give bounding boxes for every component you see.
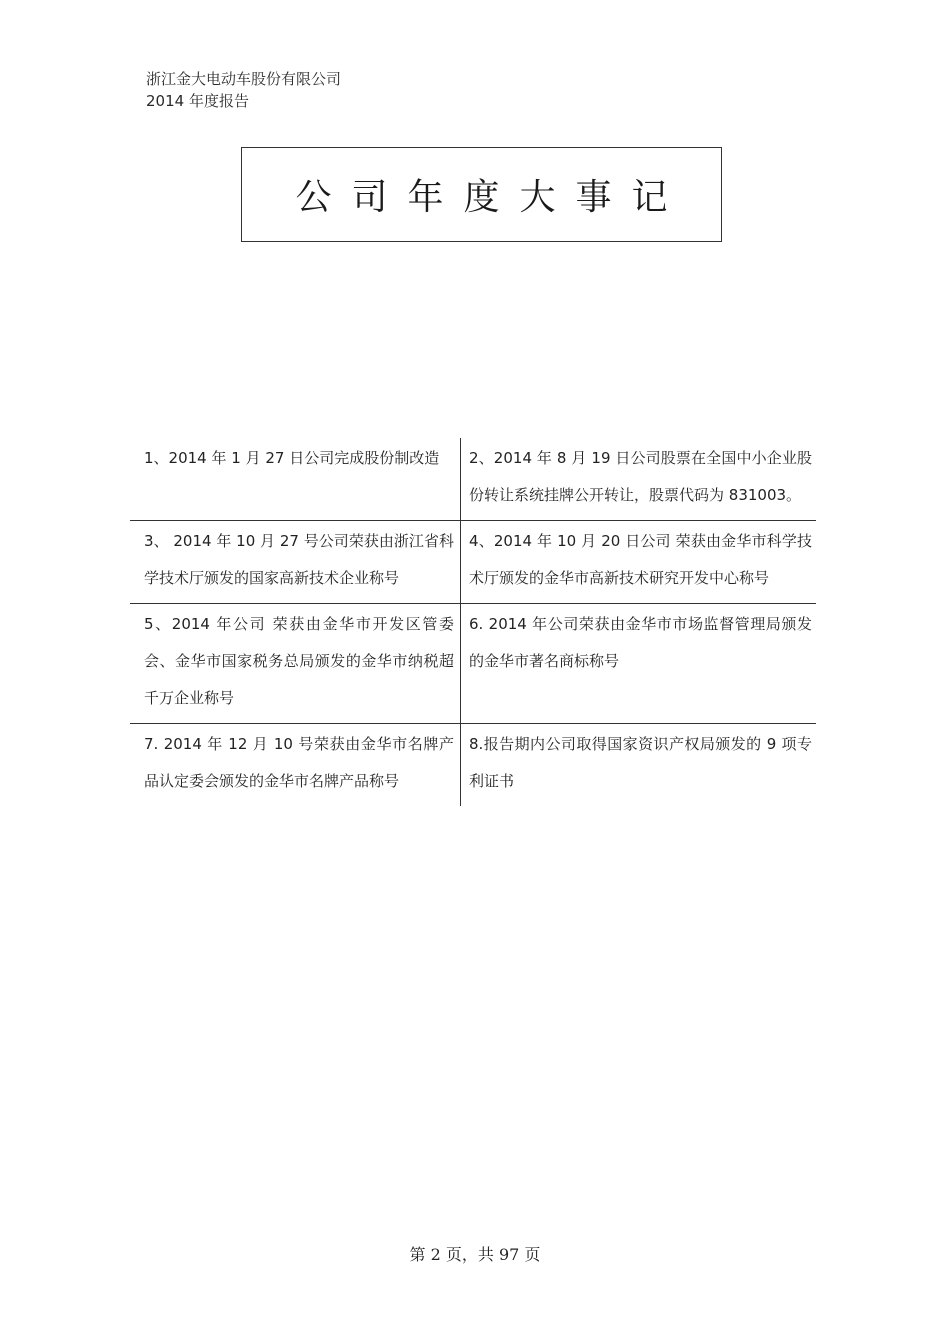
event-6: 6. 2014 年公司荣获由金华市市场监督管理局颁发的金华市著名商标称号 — [469, 615, 812, 670]
report-name: 2014 年度报告 — [146, 92, 249, 110]
event-1: 1、2014 年 1 月 27 日公司完成股份制改造 — [130, 438, 461, 520]
events-row — [130, 438, 816, 521]
page-header — [146, 68, 341, 112]
company-name: 浙江金大电动车股份有限公司 — [146, 70, 342, 88]
events-row — [130, 521, 816, 604]
event-7: 7. 2014 年 12 月 10 号荣获由金华市名牌产品认定委会颁发的金华市名牌产品称号 — [130, 724, 461, 806]
events-row — [130, 604, 816, 724]
page-title: 公司年度大事记 — [295, 177, 688, 218]
event-8: 8.报告期内公司取得国家资识产权局颁发的 9 项专利证书 — [469, 735, 812, 790]
event-3: 3、 2014 年 10 月 27 号公司荣获由浙江省科学技术厅颁发的国家高新技术企业称号 — [130, 521, 461, 603]
page-number: 第 2 页，共 97 页 — [409, 1245, 541, 1264]
event-5: 5、2014 年公司 荣获由金华市开发区管委会、金华市国家税务总局颁发的金华市纳税超千万企业称号 — [130, 604, 461, 723]
title-box — [241, 147, 722, 242]
events-row — [130, 724, 816, 806]
event-2: 2、2014 年 8 月 19 日公司股票在全国中小企业股份转让系统挂牌公开转让，股票代码为 831003。 — [469, 449, 812, 504]
event-4: 4、2014 年 10 月 20 日公司 荣获由金华市科学技术厅颁发的金华市高新技术研究开发中心称号 — [469, 532, 812, 587]
events-table — [130, 438, 816, 806]
